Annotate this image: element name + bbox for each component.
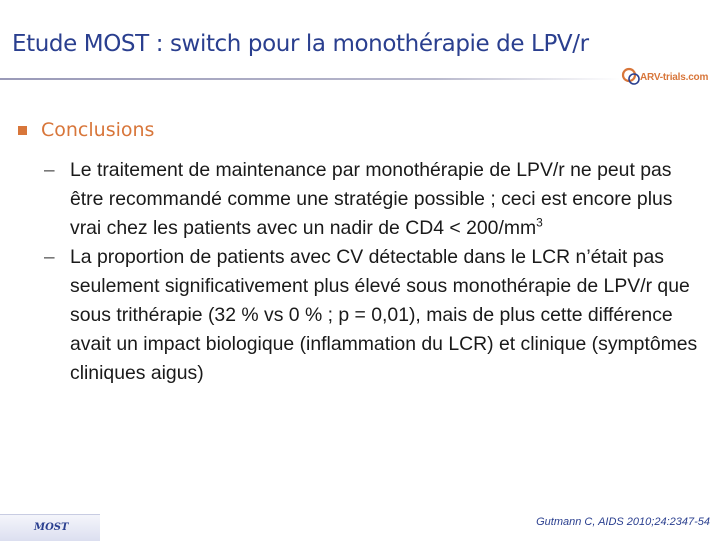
square-bullet-icon <box>18 126 27 135</box>
list-item-text: La proportion de patients avec CV détectable dans le LCR n’était pas seulement significativement plus élevé sous monothérapie de LPV/r que sous trithérapie (32 % vs 0 % ; p = 0,01), mais de plus cette différence avait un impact biologique (inflammation du LCR) et clinique (symptômes cliniques aigus) <box>70 246 698 384</box>
dash-bullet: – <box>44 247 55 268</box>
logo-text: ARV-trials.com <box>640 72 709 83</box>
footer-study-tag <box>0 514 100 541</box>
section-heading-text: Conclusions <box>41 119 155 141</box>
dash-bullet: – <box>44 160 55 181</box>
conclusions-list <box>44 156 704 388</box>
list-item <box>44 156 704 243</box>
section-heading <box>18 119 154 141</box>
arv-trials-logo <box>620 66 716 94</box>
list-item-text-main: Le traitement de maintenance par monothérapie de LPV/r ne peut pas être recommandé comme une stratégie possible ; ceci est encore plus vrai chez les patients avec un nadir de CD4 < 200/mm <box>70 159 673 239</box>
title-divider <box>0 78 620 80</box>
superscript: 3 <box>536 215 543 230</box>
citation: Gutmann C, AIDS 2010;24:2347-54 <box>536 516 710 528</box>
logo-mark-icon <box>620 66 642 90</box>
list-item-text <box>70 156 704 243</box>
footer-tag-text: MOST <box>34 522 69 533</box>
slide-title: Etude MOST : switch pour la monothérapie de LPV/r <box>12 31 589 57</box>
list-item <box>44 243 704 388</box>
